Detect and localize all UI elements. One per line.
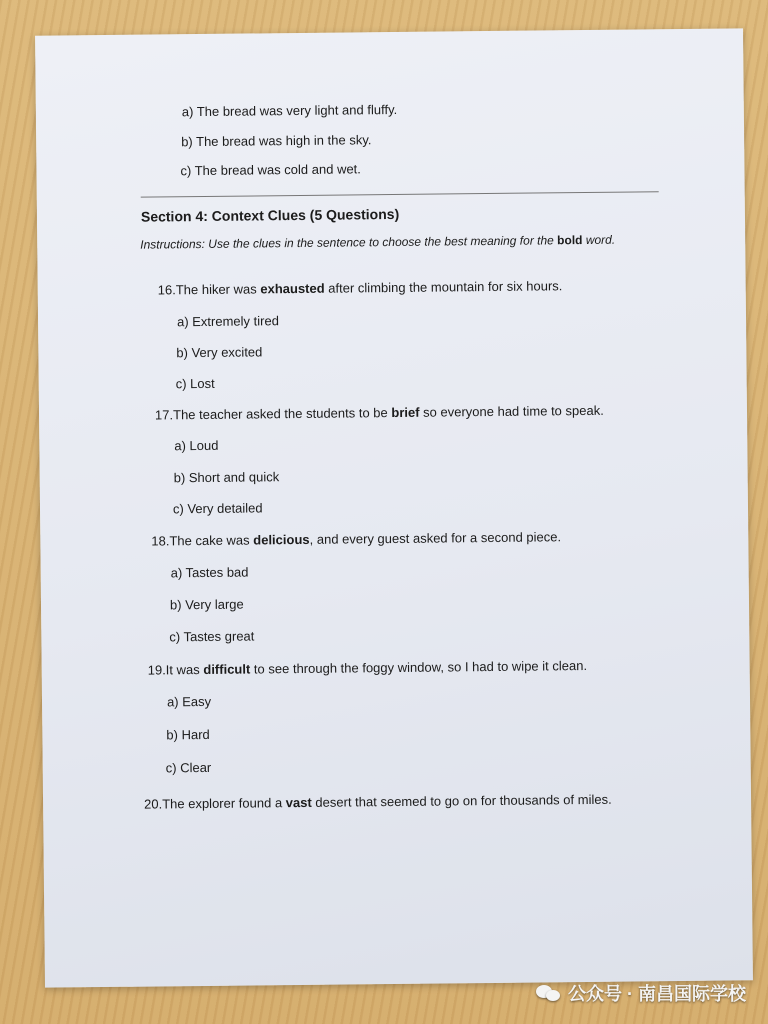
- q17-option-a: a) Loud: [174, 437, 219, 454]
- watermark: [536, 980, 746, 1006]
- q19-option-a: a) Easy: [166, 693, 212, 710]
- q18-option-a: a) Tastes bad: [170, 564, 249, 581]
- watermark-text: 公众号 · 南昌国际学校: [568, 984, 746, 1004]
- wechat-icon: [536, 983, 562, 1003]
- question-20: 20.The explorer found a vast desert that seemed to go on for thousands of miles.: [144, 791, 612, 812]
- worksheet-paper: [35, 28, 753, 987]
- q16-option-b: b) Very excited: [176, 344, 263, 361]
- section-instructions: Instructions: Use the clues in the sentence to choose the best meaning for the bold word.: [140, 232, 616, 252]
- q17-option-c: c) Very detailed: [172, 500, 263, 517]
- question-19: 19.It was difficult to see through the foggy window, so I had to wipe it clean.: [147, 657, 588, 678]
- section-divider: [141, 191, 659, 197]
- q16-option-a: a) Extremely tired: [176, 313, 279, 330]
- q16-option-c: c) Lost: [175, 375, 215, 392]
- question-16: 16.The hiker was exhausted after climbing the mountain for six hours.: [157, 278, 563, 298]
- section-title: Section 4: Context Clues (5 Questions): [140, 205, 400, 225]
- q19-option-c: c) Clear: [165, 759, 212, 776]
- question-18: 18.The cake was delicious, and every guest asked for a second piece.: [151, 529, 562, 549]
- q18-option-b: b) Very large: [169, 596, 244, 613]
- prev-option-c: c) The bread was cold and wet.: [180, 161, 361, 179]
- prev-option-a: a) The bread was very light and fluffy.: [181, 101, 398, 120]
- prev-option-b: b) The bread was high in the sky.: [181, 132, 372, 150]
- question-17: 17.The teacher asked the students to be brief so everyone had time to speak.: [154, 402, 604, 423]
- q17-option-b: b) Short and quick: [173, 469, 280, 486]
- q18-option-c: c) Tastes great: [169, 628, 255, 645]
- q19-option-b: b) Hard: [166, 726, 210, 743]
